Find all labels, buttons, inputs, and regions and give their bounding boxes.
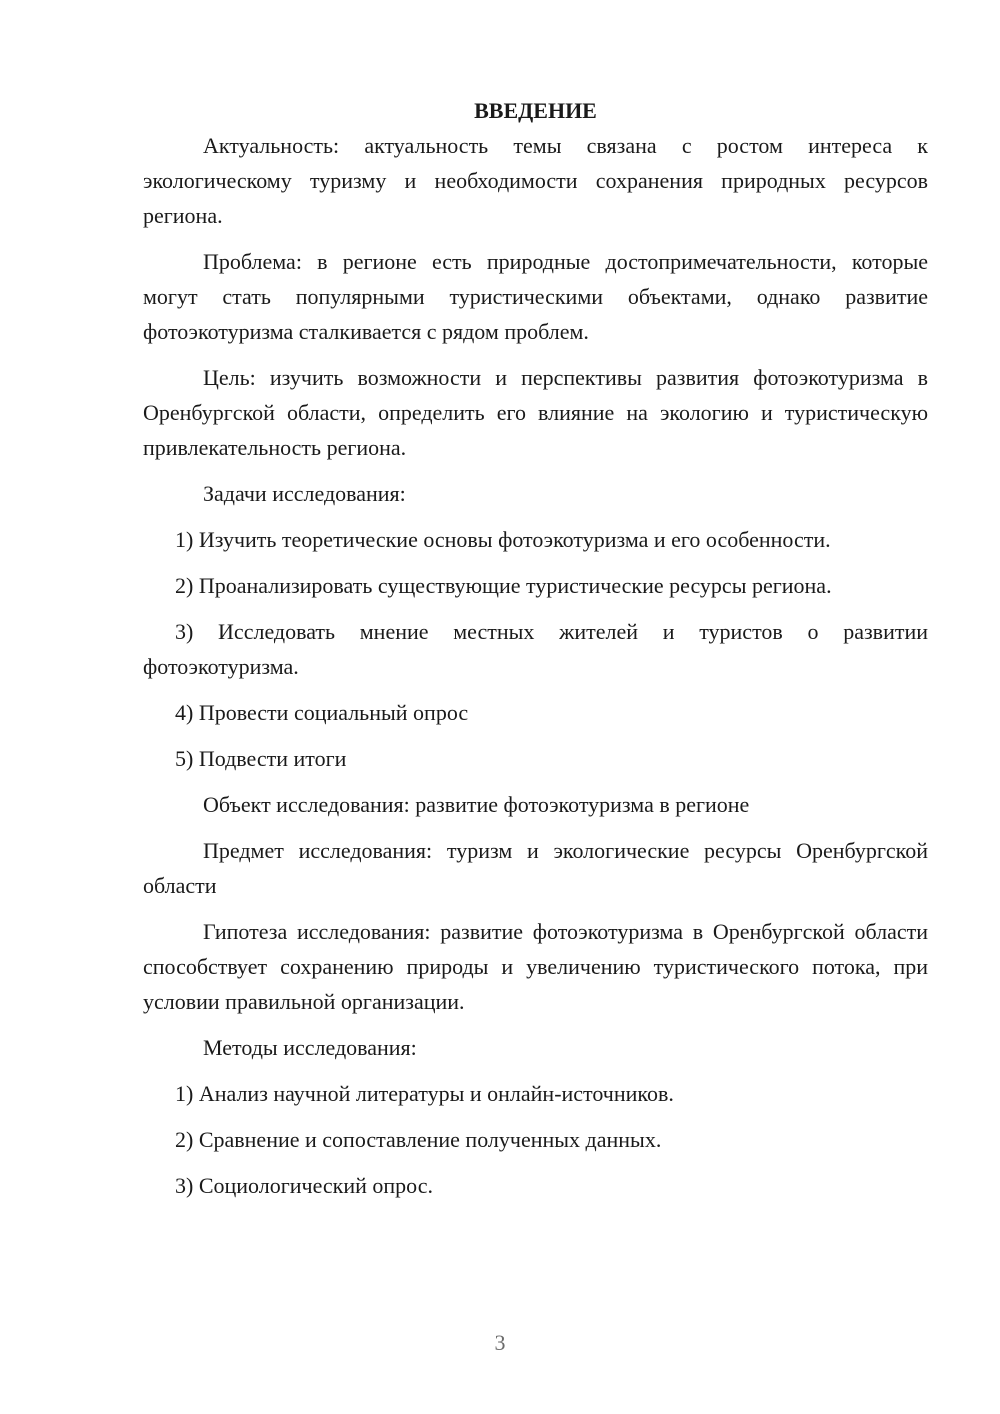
method-item: 2) Сравнение и сопоставление полученных данных. xyxy=(175,1127,662,1152)
relevance-paragraph: Актуальность: актуальность темы связана с ростом интереса к экологическому туризму и необходимости сохранения природных ресурсов региона. xyxy=(143,133,928,228)
section-title: ВВЕДЕНИЕ xyxy=(474,98,597,123)
task-item: 3) Исследовать мнение местных жителей и туристов о развитии фотоэкотуризма. xyxy=(143,619,928,679)
subject-paragraph: Предмет исследования: туризм и экологические ресурсы Оренбургской области xyxy=(143,838,928,898)
task-item: 1) Изучить теоретические основы фотоэкотуризма и его особенности. xyxy=(175,527,831,552)
page-number: 3 xyxy=(494,1330,506,1355)
method-item: 1) Анализ научной литературы и онлайн-источников. xyxy=(175,1081,674,1106)
tasks-heading: Задачи исследования: xyxy=(203,481,406,506)
methods-heading: Методы исследования: xyxy=(203,1035,417,1060)
hypothesis-paragraph: Гипотеза исследования: развитие фотоэкотуризма в Оренбургской области способствует сохранению природы и увеличению туристического потока, при условии правильной организации. xyxy=(143,919,928,1014)
task-item: 2) Проанализировать существующие туристические ресурсы региона. xyxy=(175,573,832,598)
object-paragraph: Объект исследования: развитие фотоэкотуризма в регионе xyxy=(203,792,750,817)
document-body xyxy=(143,93,928,1214)
task-item: 5) Подвести итоги xyxy=(175,746,347,771)
goal-paragraph: Цель: изучить возможности и перспективы развития фотоэкотуризма в Оренбургской области, определить его влияние на экологию и туристическую привлекательность региона. xyxy=(143,365,928,460)
problem-paragraph: Проблема: в регионе есть природные достопримечательности, которые могут стать популярными туристическими объектами, однако развитие фотоэкотуризма сталкивается с рядом проблем. xyxy=(143,249,928,344)
task-item: 4) Провести социальный опрос xyxy=(175,700,469,725)
method-item: 3) Социологический опрос. xyxy=(175,1173,433,1198)
